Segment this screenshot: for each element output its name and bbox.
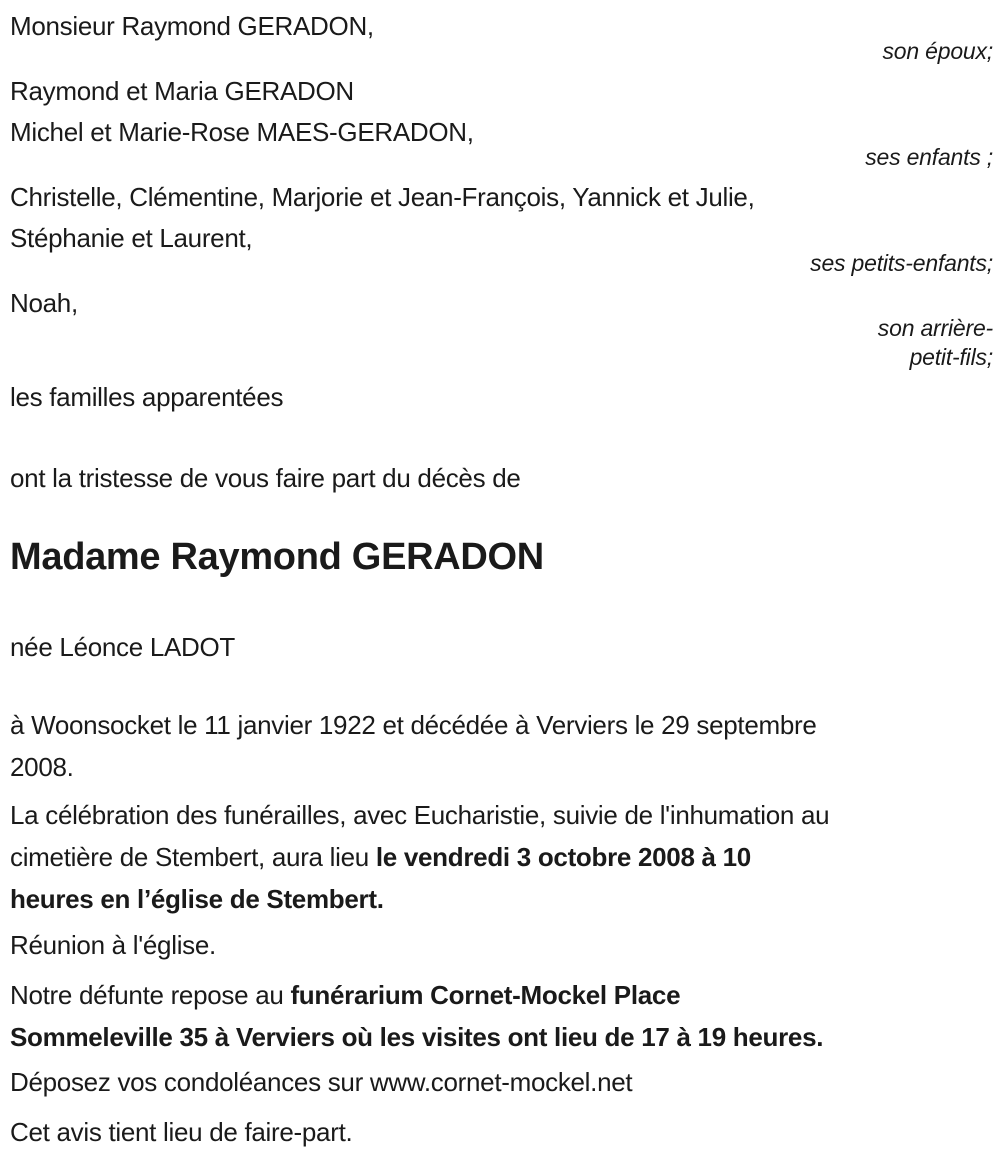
text-line <box>10 974 993 1016</box>
ceremony-date-bold: heures en l’église de Stembert. <box>10 884 384 914</box>
text-line <box>10 794 993 836</box>
funerarium-bold: Sommeleville 35 à Verviers où les visites ont lieu de 17 à 19 heures. <box>10 1022 824 1052</box>
text-segment: La célébration des funérailles, avec Eucharistie, suivie de l'inhumation au <box>10 800 830 830</box>
relation-label-great-grandson: petit-fils; <box>909 344 993 370</box>
family-entry-great-grandson <box>10 283 993 372</box>
text-segment: à Woonsocket le 11 janvier 1922 et décédée à Verviers le 29 septembre <box>10 710 817 740</box>
text-line <box>10 704 993 746</box>
condolences-url: www.cornet-mockel.net <box>369 1067 633 1097</box>
family-name-line: Stéphanie et Laurent, <box>10 223 253 253</box>
text-line <box>10 836 993 878</box>
family-entry-related-families <box>10 377 993 418</box>
condolences-prefix: Déposez vos condoléances sur <box>10 1067 370 1097</box>
family-entry-spouse <box>10 6 993 66</box>
family-name-line: Monsieur Raymond GERADON, <box>10 11 374 41</box>
repose-paragraph <box>10 974 993 1058</box>
ceremony-date-bold: le vendredi 3 octobre 2008 à 10 <box>375 842 751 872</box>
reunion-line: Réunion à l'église. <box>10 930 216 960</box>
relation-block <box>10 314 993 372</box>
ceremony-paragraph <box>10 794 993 920</box>
family-list <box>10 6 993 418</box>
text-segment: cimetière de Stembert, aura lieu <box>10 842 376 872</box>
relation-label-children: ses enfants ; <box>865 144 993 170</box>
family-name-line: Noah, <box>10 288 78 318</box>
family-entry-children <box>10 71 993 172</box>
maiden-name-line: née Léonce LADOT <box>10 632 236 662</box>
text-line <box>10 878 993 920</box>
funerarium-bold: funérarium Cornet-Mockel Place <box>290 980 681 1010</box>
family-name-line: Michel et Marie-Rose MAES-GERADON, <box>10 117 474 147</box>
family-name-line: les familles apparentées <box>10 382 284 412</box>
family-name-line: Christelle, Clémentine, Marjorie et Jean-François, Yannick et Julie, <box>10 182 755 212</box>
text-segment: Notre défunte repose au <box>10 980 291 1010</box>
relation-label-grandchildren: ses petits-enfants; <box>810 250 993 276</box>
relation-label-great-grandson: son arrière- <box>877 315 993 341</box>
family-entry-grandchildren <box>10 177 993 278</box>
relation-label-spouse: son époux; <box>882 38 993 64</box>
text-line <box>10 1016 993 1058</box>
family-name-line: Raymond et Maria GERADON <box>10 76 354 106</box>
intro-line: ont la tristesse de vous faire part du décès de <box>10 463 521 493</box>
text-line <box>10 746 993 788</box>
text-segment: 2008. <box>10 752 74 782</box>
birth-death-paragraph <box>10 704 993 788</box>
closing-line: Cet avis tient lieu de faire-part. <box>10 1117 353 1147</box>
deceased-name-title: Madame Raymond GERADON <box>10 536 544 578</box>
condolences-line <box>10 1061 993 1103</box>
